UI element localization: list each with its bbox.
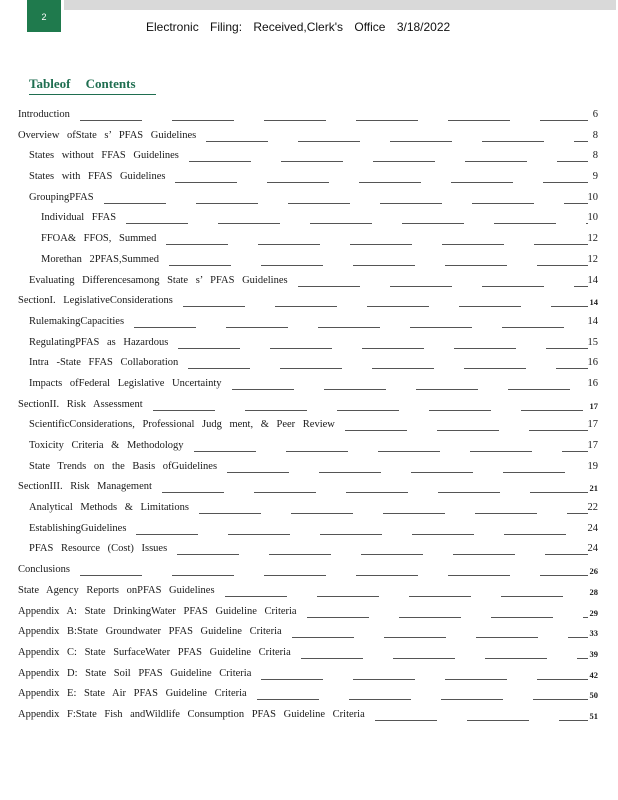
toc-leader-line — [175, 182, 588, 183]
toc-entry-label: Conclusions — [18, 564, 74, 575]
toc-leader-line — [166, 244, 588, 245]
toc-entry[interactable] — [0, 603, 618, 624]
toc-leader-line — [183, 306, 588, 307]
toc-entry-label: GroupingPFAS — [29, 192, 98, 203]
toc-leader-line — [153, 410, 588, 411]
toc-leader-line — [232, 389, 588, 390]
toc-leader-line — [136, 534, 588, 535]
toc-leader-line — [194, 451, 588, 452]
toc-entry[interactable] — [0, 437, 618, 458]
toc-entry-page: 14 — [587, 274, 598, 286]
toc-entry[interactable] — [0, 313, 618, 334]
toc-entry-page: 16 — [587, 377, 598, 389]
toc-leader-line — [298, 286, 588, 287]
toc-entry-label: Analytical Methods & Limitations — [29, 502, 193, 513]
toc-leader-line — [104, 203, 588, 204]
toc-leader-line — [227, 472, 588, 473]
toc-entry[interactable] — [0, 706, 618, 727]
toc-entry-page: 26 — [589, 566, 598, 577]
toc-entry[interactable] — [0, 478, 618, 499]
header-bar — [64, 0, 616, 10]
toc-entry-label: PFAS Resource (Cost) Issues — [29, 543, 171, 554]
toc-entry[interactable] — [0, 106, 618, 127]
toc-entry-label: RegulatingPFAS as Hazardous — [29, 337, 172, 348]
toc-title: Tableof Contents — [29, 76, 136, 91]
toc-entry[interactable] — [0, 416, 618, 437]
toc-entry[interactable] — [0, 251, 618, 272]
toc-entry[interactable] — [0, 168, 618, 189]
toc-leader-line — [189, 161, 588, 162]
toc-entry[interactable] — [0, 561, 618, 582]
toc-entry-label: Appendix E: State Air PFAS Guideline Criteria — [18, 688, 251, 699]
toc-leader-line — [80, 120, 588, 121]
toc-entry-label: SectionIII. Risk Management — [18, 481, 156, 492]
toc-entry[interactable] — [0, 540, 618, 561]
toc-entry-label: States without FFAS Guidelines — [29, 150, 183, 161]
toc-leader-line — [126, 223, 588, 224]
toc-leader-line — [301, 658, 588, 659]
toc-entry-page: 22 — [587, 502, 598, 514]
toc-entry-label: Morethan 2PFAS,Summed — [41, 254, 163, 265]
toc-leader-line — [261, 679, 588, 680]
toc-entry[interactable] — [0, 189, 618, 210]
page-number: 2 — [41, 12, 47, 22]
toc-entry-label: State Trends on the Basis ofGuidelines — [29, 461, 221, 472]
toc-entry-label: Evaluating Differencesamong State s’ PFAS Guidelines — [29, 275, 292, 286]
toc-entry-page: 17 — [587, 419, 598, 431]
toc-entry-label: Appendix C: State SurfaceWater PFAS Guideline Criteria — [18, 647, 295, 658]
toc-entry-page: 8 — [592, 129, 598, 141]
toc-entry[interactable] — [0, 458, 618, 479]
toc-entry-page: 33 — [589, 628, 598, 639]
toc-entry-page: 39 — [589, 648, 598, 659]
toc-leader-line — [134, 327, 588, 328]
toc-entry-page: 10 — [587, 191, 598, 203]
toc-entry-page: 16 — [587, 357, 598, 369]
toc-leader-line — [307, 617, 588, 618]
toc-entry-page: 14 — [587, 315, 598, 327]
toc-leader-line — [178, 348, 588, 349]
toc-entry-label: State Agency Reports onPFAS Guidelines — [18, 585, 219, 596]
toc-entry[interactable] — [0, 396, 618, 417]
toc-leader-line — [375, 720, 588, 721]
toc-entry[interactable] — [0, 127, 618, 148]
toc-entry-page: 15 — [587, 336, 598, 348]
toc-entry[interactable] — [0, 685, 618, 706]
toc-entry-page: 9 — [592, 171, 598, 183]
toc-entry-page: 28 — [589, 586, 598, 597]
toc-entry[interactable] — [0, 147, 618, 168]
toc-entry[interactable] — [0, 644, 618, 665]
filing-stamp: Electronic Filing: Received,Clerk's Office 3/18/2022 — [146, 20, 451, 34]
toc-entry-label: ScientificConsiderations, Professional Judg ment, & Peer Review — [29, 419, 339, 430]
toc-entry-page: 12 — [587, 253, 598, 265]
toc-leader-line — [345, 430, 588, 431]
toc-leader-line — [80, 575, 588, 576]
toc-entry-page: 19 — [587, 460, 598, 472]
toc-entry-page: 21 — [589, 483, 598, 494]
toc-entry-page: 17 — [589, 400, 598, 411]
toc-entry[interactable] — [0, 582, 618, 603]
toc-entry-page: 10 — [587, 212, 598, 224]
toc-entry-label: SectionI. LegislativeConsiderations — [18, 295, 177, 306]
toc-entry-label: Appendix B:State Groundwater PFAS Guideline Criteria — [18, 626, 286, 637]
toc-entry-page: 8 — [592, 150, 598, 162]
toc-entry[interactable] — [0, 375, 618, 396]
toc-leader-line — [162, 492, 588, 493]
toc-entry[interactable] — [0, 665, 618, 686]
toc-leader-line — [292, 637, 588, 638]
toc-leader-line — [206, 141, 588, 142]
toc-entry-label: Toxicity Criteria & Methodology — [29, 440, 188, 451]
page-number-badge — [27, 0, 61, 32]
toc-leader-line — [199, 513, 588, 514]
toc-entry-label: Appendix A: State DrinkingWater PFAS Guideline Criteria — [18, 606, 301, 617]
toc-entry-page: 42 — [589, 669, 598, 680]
toc-entry[interactable] — [0, 230, 618, 251]
toc-entry-page: 12 — [587, 233, 598, 245]
toc-entry-page: 24 — [587, 543, 598, 555]
toc-entry-page: 51 — [589, 710, 598, 721]
toc-entry-page: 50 — [589, 690, 598, 701]
toc-entry-label: Overview ofState s’ PFAS Guidelines — [18, 130, 200, 141]
toc-entry[interactable] — [0, 499, 618, 520]
toc-entry-label: Appendix F:State Fish andWildlife Consumption PFAS Guideline Criteria — [18, 709, 369, 720]
toc-entry[interactable] — [0, 334, 618, 355]
toc-entry-label: States with FFAS Guidelines — [29, 171, 169, 182]
toc-entry-page: 14 — [589, 297, 598, 308]
toc-entry-page: 17 — [587, 440, 598, 451]
toc-leader-line — [169, 265, 588, 266]
toc-leader-line — [177, 554, 588, 555]
toc-entry[interactable] — [0, 272, 618, 293]
toc-entry-label: SectionII. Risk Assessment — [18, 399, 147, 410]
toc-entry[interactable] — [0, 354, 618, 375]
toc-entry[interactable] — [0, 209, 618, 230]
toc-entry-page: 24 — [587, 522, 598, 534]
toc-leader-line — [257, 699, 588, 700]
toc-entry[interactable] — [0, 623, 618, 644]
toc-entry-label: FFOA& FFOS, Summed — [41, 233, 160, 244]
toc-entry-label: Individual FFAS — [41, 212, 120, 223]
toc-entry-label: Appendix D: State Soil PFAS Guideline Criteria — [18, 668, 255, 679]
toc-entry-label: RulemakingCapacities — [29, 316, 128, 327]
toc-entry-page: 6 — [592, 109, 598, 120]
table-of-contents — [0, 106, 618, 727]
toc-entry-label: Introduction — [18, 109, 74, 120]
toc-entry-label: Intra -State FFAS Collaboration — [29, 357, 182, 368]
toc-entry[interactable] — [0, 520, 618, 541]
toc-leader-line — [225, 596, 588, 597]
toc-entry-label: Impacts ofFederal Legislative Uncertainty — [29, 378, 226, 389]
toc-entry-label: EstablishingGuidelines — [29, 523, 130, 534]
toc-entry-page: 29 — [589, 607, 598, 618]
toc-entry[interactable] — [0, 292, 618, 313]
toc-title-underline — [29, 94, 156, 95]
toc-leader-line — [188, 368, 588, 369]
